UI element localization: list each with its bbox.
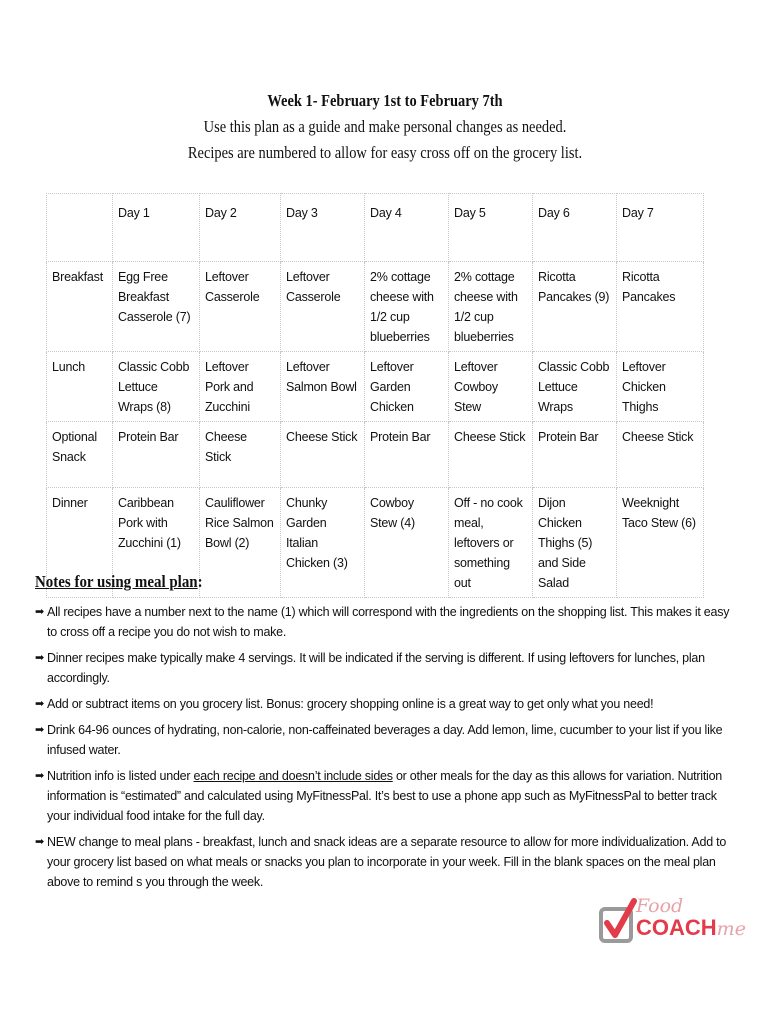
day-header: Day 7 — [617, 194, 704, 262]
arrow-right-icon: ➡ — [35, 652, 44, 664]
meal-cell: Ricotta Pancakes (9) — [533, 262, 617, 352]
meal-cell: Leftover Casserole — [200, 262, 281, 352]
note-text-underlined: each recipe and doesn’t include sides — [193, 769, 393, 783]
table-row-lunch — [47, 352, 704, 422]
logo-word-me: me — [716, 918, 746, 940]
list-item — [35, 720, 735, 760]
day-header: Day 2 — [200, 194, 281, 262]
meal-cell: Protein Bar — [533, 422, 617, 488]
meal-cell: Ricotta Pancakes — [617, 262, 704, 352]
table-header-row — [47, 194, 704, 262]
meal-cell: Protein Bar — [113, 422, 200, 488]
meal-cell: Classic Cobb Lettuce Wraps (8) — [113, 352, 200, 422]
meal-cell: 2% cottage cheese with 1/2 cup blueberries — [449, 262, 533, 352]
meal-cell: Cheese Stick — [617, 422, 704, 488]
logo-word-coach — [636, 915, 746, 941]
notes-list — [35, 602, 735, 892]
corner-cell — [47, 194, 113, 262]
subtitle-line-1: Use this plan as a guide and make personal changes as needed. — [203, 117, 567, 136]
arrow-right-icon: ➡ — [35, 836, 44, 848]
food-coach-me-logo — [598, 893, 746, 953]
row-label: Lunch — [47, 352, 113, 422]
meal-cell: Classic Cobb Lettuce Wraps — [533, 352, 617, 422]
note-text-pre: Nutrition info is listed under — [47, 769, 194, 783]
meal-cell: Cauliflower Rice Salmon Bowl (2) — [200, 488, 281, 598]
notes-heading-text: Notes for using meal plan — [35, 572, 198, 591]
meal-cell: Leftover Chicken Thighs — [617, 352, 704, 422]
meal-cell: Weeknight Taco Stew (6) — [617, 488, 704, 598]
list-item — [35, 694, 735, 714]
note-text: NEW change to meal plans - breakfast, lunch and snack ideas are a separate resource to allow for more individualization. Add to your grocery list based on what meals or snacks you plan to incorporate in your week. Fill in the blank spaces on the meal plan above to remind s you through the week. — [47, 835, 727, 889]
meal-cell: Cheese Stick — [200, 422, 281, 488]
meal-cell: 2% cottage cheese with 1/2 cup blueberries — [365, 262, 449, 352]
notes-heading-colon: : — [197, 572, 203, 591]
day-header: Day 3 — [281, 194, 365, 262]
meal-cell: Caribbean Pork with Zucchini (1) — [113, 488, 200, 598]
arrow-right-icon: ➡ — [35, 770, 44, 782]
meal-cell: Dijon Chicken Thighs (5) and Side Salad — [533, 488, 617, 598]
meal-cell: Protein Bar — [365, 422, 449, 488]
logo-word-food: Food — [636, 895, 684, 917]
note-text: All recipes have a number next to the name (1) which will correspond with the ingredients on the shopping list. This makes it easy to cross off a recipe you do not wish to make. — [47, 605, 730, 639]
subtitle-line-2: Recipes are numbered to allow for easy cross off on the grocery list. — [187, 143, 583, 162]
list-item — [35, 602, 735, 642]
meal-cell: Leftover Casserole — [281, 262, 365, 352]
table-row-breakfast — [47, 262, 704, 352]
meal-cell: Off - no cook meal, leftovers or something out — [449, 488, 533, 598]
meal-cell: Cowboy Stew (4) — [365, 488, 449, 598]
note-text: Drink 64-96 ounces of hydrating, non-calorie, non-caffeinated beverages a day. Add lemon, lime, cucumber to your list if you like infused water. — [47, 723, 723, 757]
meal-cell: Cheese Stick — [281, 422, 365, 488]
day-header: Day 6 — [533, 194, 617, 262]
arrow-right-icon: ➡ — [35, 724, 44, 736]
meal-cell: Leftover Salmon Bowl — [281, 352, 365, 422]
meal-cell: Leftover Pork and Zucchini — [200, 352, 281, 422]
day-header: Day 5 — [449, 194, 533, 262]
meal-cell: Leftover Cowboy Stew — [449, 352, 533, 422]
checkbox-icon — [598, 897, 638, 949]
meal-cell: Chunky Garden Italian Chicken (3) — [281, 488, 365, 598]
day-header: Day 1 — [113, 194, 200, 262]
row-label: Dinner — [47, 488, 113, 598]
note-text: Add or subtract items on you grocery list. Bonus: grocery shopping online is a great way to get only what you need! — [47, 697, 654, 711]
arrow-right-icon: ➡ — [35, 606, 44, 618]
arrow-right-icon: ➡ — [35, 698, 44, 710]
notes-heading — [35, 572, 651, 592]
meal-cell: Leftover Garden Chicken — [365, 352, 449, 422]
meal-plan-table — [46, 193, 704, 598]
list-item — [35, 648, 735, 688]
list-item — [35, 766, 735, 826]
day-header: Day 4 — [365, 194, 449, 262]
notes-section — [35, 572, 735, 898]
list-item — [35, 832, 735, 892]
meal-cell: Cheese Stick — [449, 422, 533, 488]
page-header — [0, 88, 770, 166]
note-text: Dinner recipes make typically make 4 servings. It will be indicated if the serving is different. If using leftovers for lunches, plan accordingly. — [47, 651, 705, 685]
note-text-post: or other meals for the day as this allows for variation. Nutrition information is “estimated” and calculated using MyFitnessPal. It’s best to use a phone app such as MyFitnessPal to better track your individual food intake for the full day. — [47, 769, 722, 823]
meal-cell: Egg Free Breakfast Casserole (7) — [113, 262, 200, 352]
table-row-optional-snack — [47, 422, 704, 488]
logo-word-coach-text: COACH — [636, 915, 717, 940]
row-label: Optional Snack — [47, 422, 113, 488]
row-label: Breakfast — [47, 262, 113, 352]
page-title: Week 1- February 1st to February 7th — [267, 91, 503, 110]
